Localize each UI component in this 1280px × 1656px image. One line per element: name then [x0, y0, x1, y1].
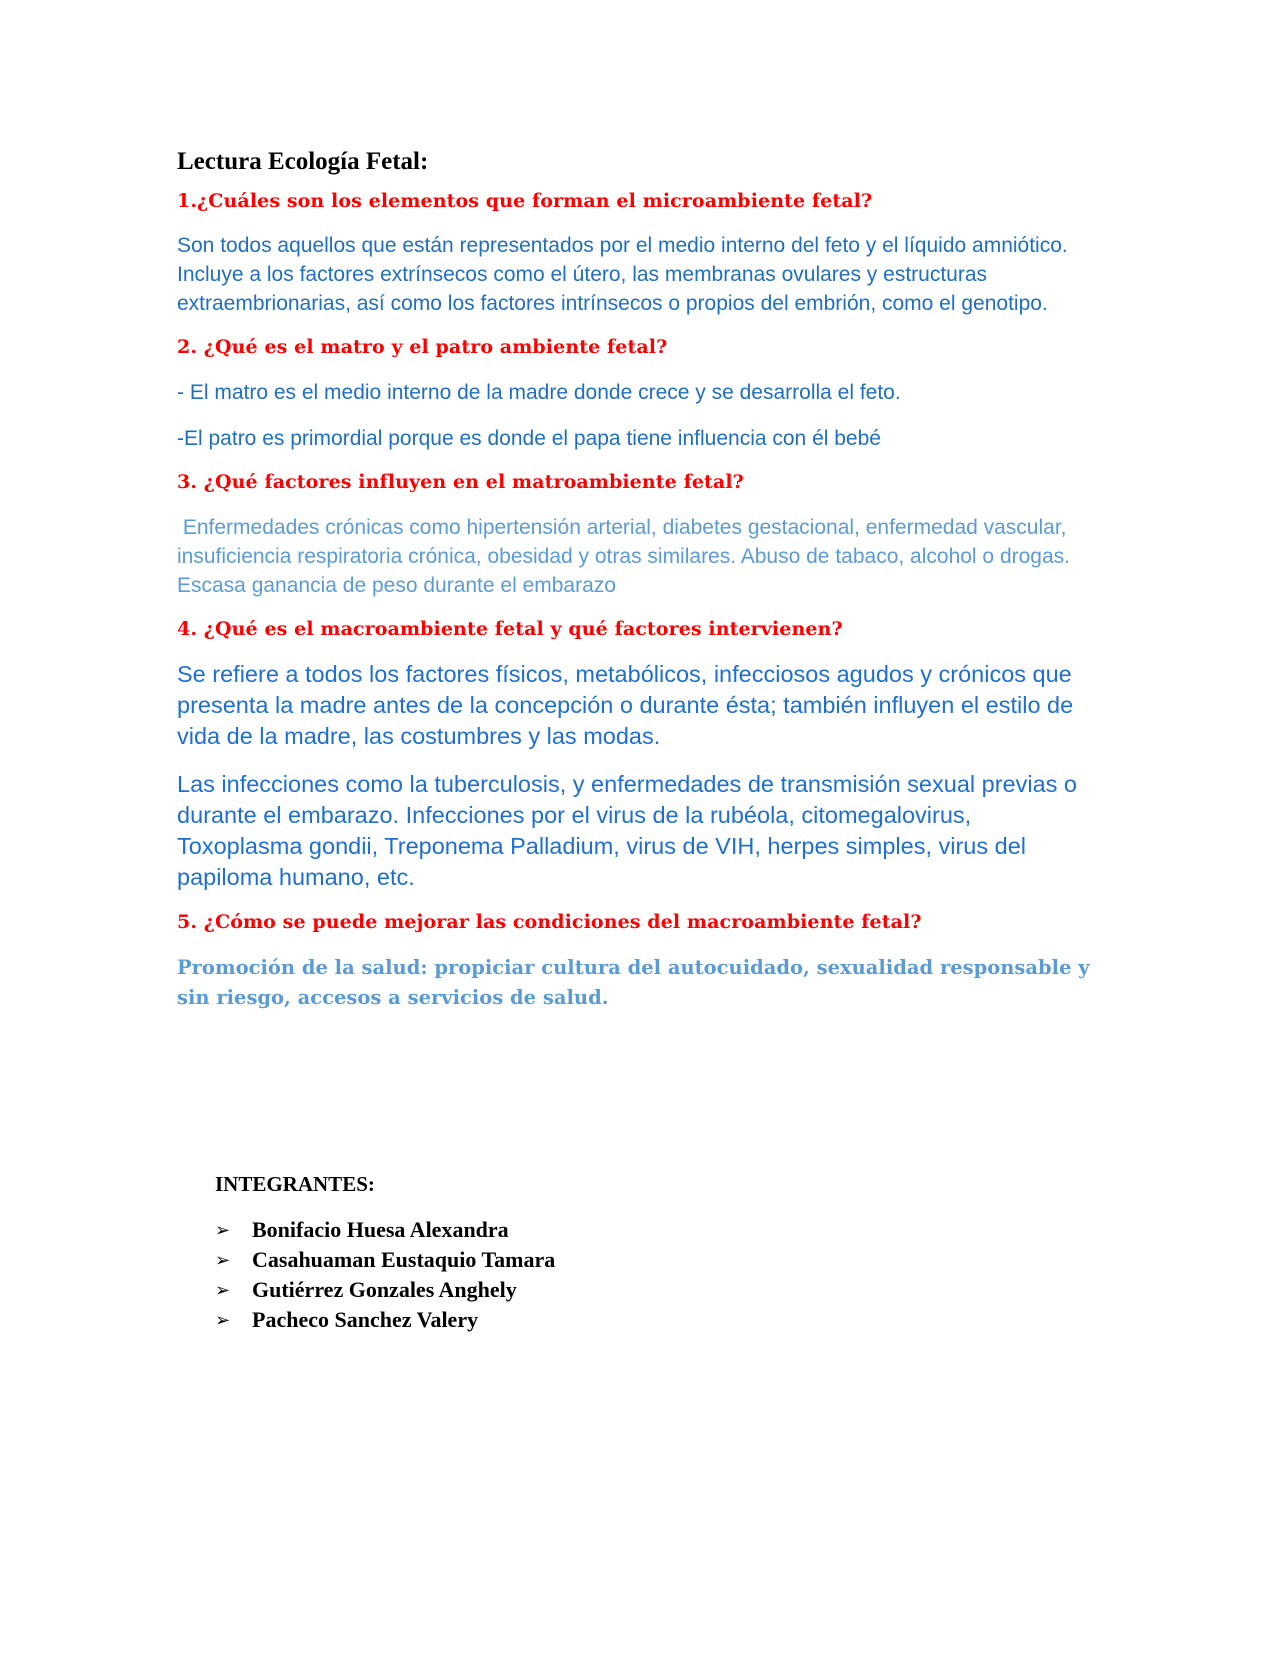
list-item [215, 1305, 915, 1335]
members-title: INTEGRANTES: [215, 1172, 375, 1196]
list-item [215, 1275, 915, 1305]
answer-4a: Se refiere a todos los factores físicos, metabólicos, infecciosos agudos y crónicos que presenta la madre antes de la concepción o durante ésta; también influyen el estilo de vida de la madre, las costumbres y las modas. [177, 661, 1074, 750]
question-5: 5. ¿Cómo se puede mejorar las condiciones del macroambiente fetal? [177, 911, 922, 934]
member-name: Casahuaman Eustaquio Tamara [252, 1247, 556, 1272]
question-4: 4. ¿Qué es el macroambiente fetal y qué factores intervienen? [177, 617, 843, 640]
list-item [215, 1245, 915, 1275]
member-name: Bonifacio Huesa Alexandra [252, 1217, 509, 1242]
question-2: 2. ¿Qué es el matro y el patro ambiente fetal? [177, 336, 668, 359]
arrow-bullet-icon: ➢ [215, 1309, 231, 1331]
arrow-bullet-icon: ➢ [215, 1249, 231, 1271]
members-block [215, 1172, 915, 1335]
section-2 [177, 335, 1097, 453]
member-list [215, 1215, 915, 1335]
arrow-bullet-icon: ➢ [215, 1279, 231, 1301]
arrow-bullet-icon: ➢ [215, 1219, 231, 1241]
section-4 [177, 617, 1097, 894]
question-3: 3. ¿Qué factores influyen en el matroambiente fetal? [177, 470, 744, 493]
answer-4b: Las infecciones como la tuberculosis, y enfermedades de transmisión sexual previas o durante el embarazo. Infecciones por el virus de la rubéola, citomegalovirus, Toxoplasma gondii, Treponema Palladium, virus de VIH, herpes simples, virus del papiloma humano, etc. [177, 771, 1077, 891]
section-1 [177, 189, 1097, 319]
answer-2b: -El patro es primordial porque es donde el papa tiene influencia con él bebé [177, 426, 881, 450]
section-3 [177, 470, 1097, 600]
answer-3: Enfermedades crónicas como hipertensión arterial, diabetes gestacional, enfermedad vascular, insuficiencia respiratoria crónica, obesidad y otras similares. Abuso de tabaco, alcohol o drogas. Escasa ganancia de peso durante el embarazo [177, 515, 1076, 597]
document-title: Lectura Ecología Fetal: [177, 148, 429, 175]
list-item [215, 1215, 915, 1245]
question-1: 1.¿Cuáles son los elementos que forman el microambiente fetal? [177, 189, 873, 212]
answer-5: Promoción de la salud: propiciar cultura del autocuidado, sexualidad responsable y sin riesgo, accesos a servicios de salud. [177, 955, 1090, 1009]
answer-2a: - El matro es el medio interno de la madre donde crece y se desarrolla el feto. [177, 380, 901, 404]
section-5 [177, 910, 1097, 1013]
answer-1: Son todos aquellos que están representados por el medio interno del feto y el líquido amniótico. Incluye a los factores extrínsecos como el útero, las membranas ovulares y estructuras extraembrionarias, así como los factores intrínsecos o propios del embrión, como el genotipo. [177, 234, 1068, 316]
document-content [177, 146, 1097, 1030]
member-name: Gutiérrez Gonzales Anghely [252, 1277, 517, 1302]
member-name: Pacheco Sanchez Valery [252, 1307, 479, 1332]
